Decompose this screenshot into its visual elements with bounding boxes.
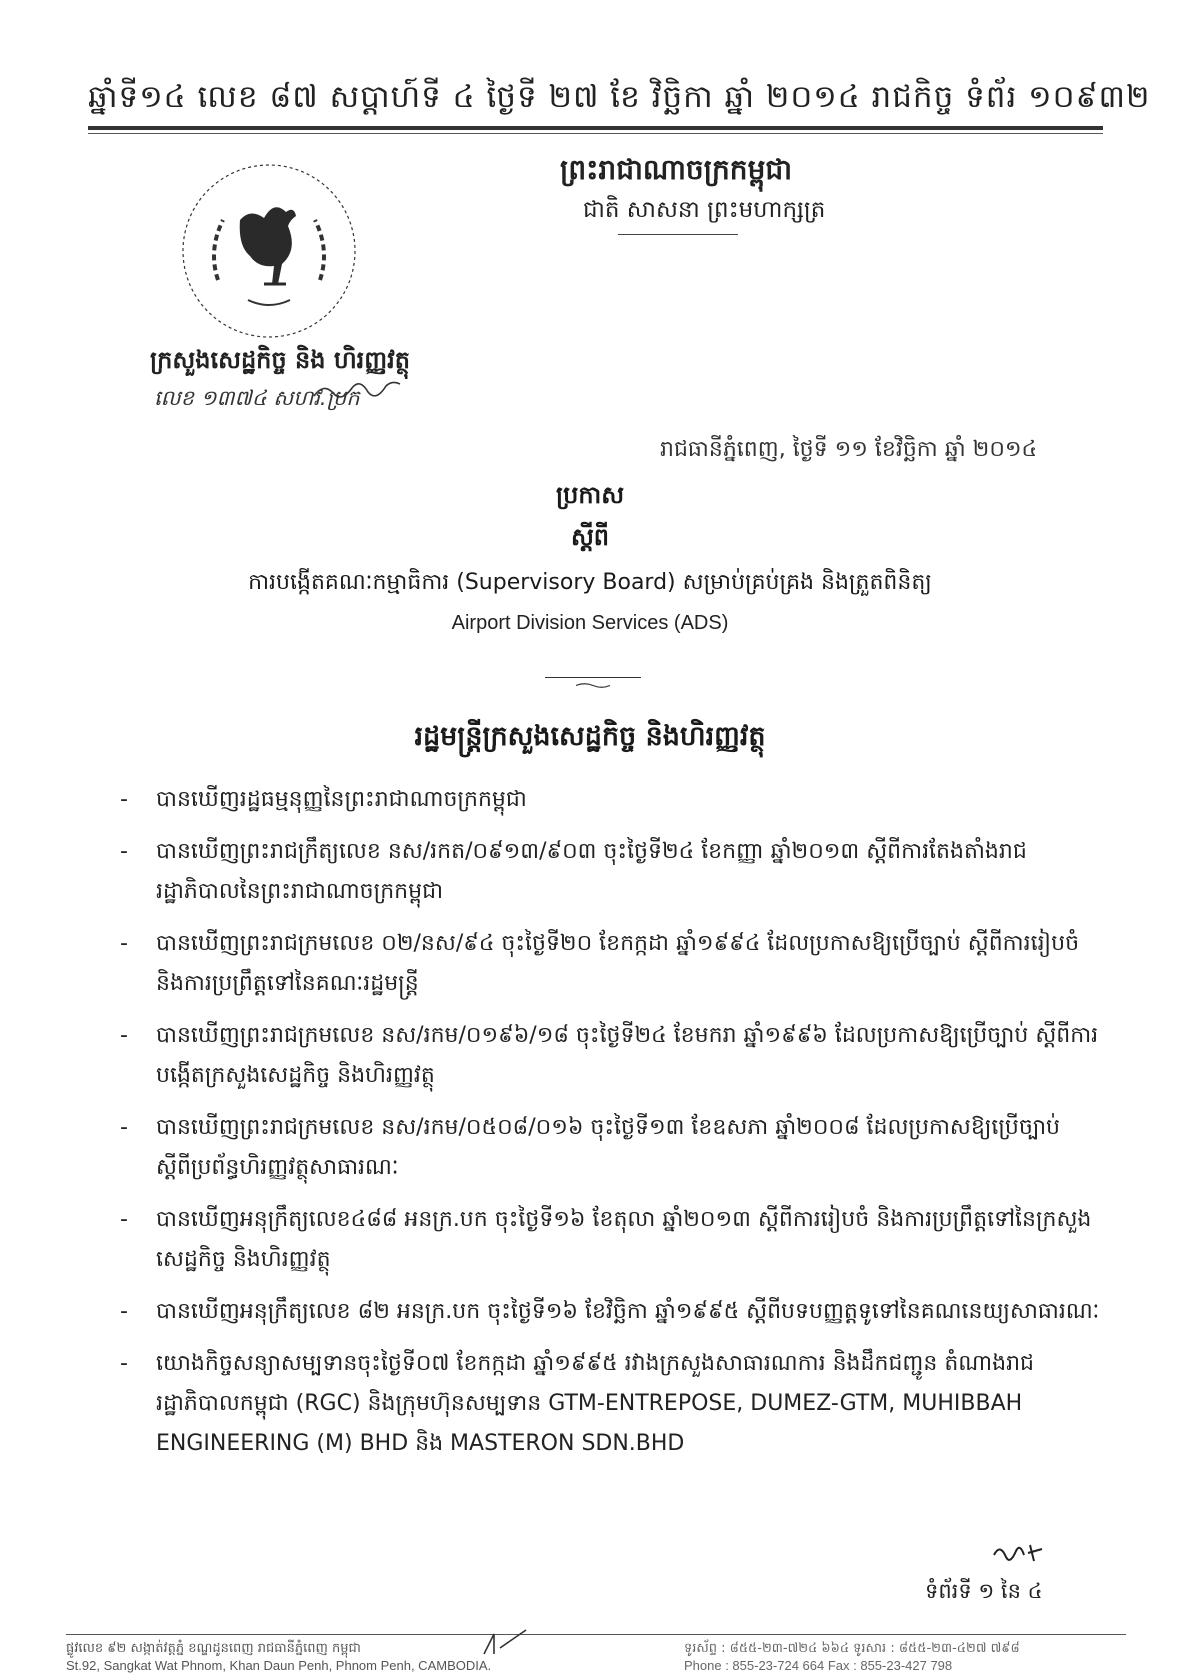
- kingdom-title: ព្រះរាជាណាចក្រកម្ពុជា: [560, 153, 793, 186]
- handwritten-reference-scribble: [312, 376, 402, 410]
- list-item-text: បានឃើញព្រះរាជក្រមលេខ នស/រកម/០១៩៦/១៨ ចុះថ្ងៃទី២៤ ខែមករា ឆ្នាំ១៩៩៦ ដែលប្រកាសឱ្យប្រើច្បាប់ ស្តីពីការបង្កើតក្រសួងសេដ្ឋកិច្ច និងហិរញ្ញវត្ថុ: [156, 1023, 1099, 1088]
- footer-phone-khmer: ទូរស័ព្ទ : ៨៥៥-២៣-៧២៤ ៦៦៤ ទូរសារ : ៨៥៥-២៣-៤២៧ ៧៩៨: [684, 1641, 1020, 1656]
- list-item-text: បានឃើញអនុក្រឹត្យលេខ៤៨៨ អនក្រ.បក ចុះថ្ងៃទី១៦ ខែតុលា ឆ្នាំ២០១៣ ស្តីពីការរៀបចំ និងការប្រព្រឹត្តទៅនៃក្រសួងសេដ្ឋកិច្ច និងហិរញ្ញវត្ថុ: [156, 1207, 1092, 1272]
- list-item: - យោងកិច្ចសន្យាសម្បទានចុះថ្ងៃទី០៧ ខែកក្កដា ឆ្នាំ១៩៩៥ រវាងក្រសួងសាធារណការ និងដឹកជញ្ជូន តំណាងរាជរដ្ឋាភិបាលកម្ពុជា (RGC) និងក្រុមហ៊ុនសម្បទាន GTM-ENTREPOSE, DUMEZ-GTM, MUHIBBAH ENGINEERING (M) BHD និង MASTERON SDN.BHD: [120, 1344, 1100, 1464]
- list-item: - បានឃើញអនុក្រឹត្យលេខ ៨២ អនក្រ.បក ចុះថ្ងៃទី១៦ ខែវិច្ឆិកា ឆ្នាំ១៩៩៥ ស្តីពីបទបញ្ញត្តទូទៅនៃគណនេយ្យសាធារណៈ: [120, 1292, 1100, 1332]
- list-item: - បានឃើញព្រះរាជក្រមលេខ ០២/នស/៩៤ ចុះថ្ងៃទី២០ ខែកក្កដា ឆ្នាំ១៩៩៤ ដែលប្រកាសឱ្យប្រើច្បាប់ ស្តីពីការរៀបចំ និងការប្រព្រឹត្តទៅនៃគណៈរដ្ឋមន្ត្រី: [120, 924, 1100, 1004]
- list-item: - បានឃើញព្រះរាជក្រមលេខ នស/រកម/០៥០៨/០១៦ ចុះថ្ងៃទី១៣ ខែឧសភា ឆ្នាំ២០០៨ ដែលប្រកាសឱ្យប្រើច្បាប់ ស្តីពីប្រព័ន្ធហិរញ្ញវត្ថុសាធារណៈ: [120, 1108, 1100, 1188]
- footer-address-khmer: ផ្លូវលេខ ៩២ សង្កាត់វត្តភ្នំ ខណ្ឌដូនពេញ រាជធានីភ្នំពេញ កម្ពុជា: [66, 1641, 361, 1656]
- date-line: រាជធានីភ្នំពេញ, ថ្ងៃទី ១១ ខែវិច្ឆិកា ឆ្នាំ ២០១៤: [660, 437, 1038, 462]
- considerations-list: [120, 780, 1100, 1476]
- national-motto: ជាតិ សាសនា ព្រះមហាក្សត្រ: [583, 197, 826, 223]
- list-item: - បានឃើញរដ្ឋធម្មនុញ្ញនៃព្រះរាជាណាចក្រកម្ពុជា: [120, 780, 1100, 820]
- page-number: ទំព័រទី ១ នៃ ៤: [925, 1579, 1043, 1603]
- list-item-text: បានឃើញព្រះរាជក្រមលេខ ០២/នស/៩៤ ចុះថ្ងៃទី២០ ខែកក្កដា ឆ្នាំ១៩៩៤ ដែលប្រកាសឱ្យប្រើច្បាប់ ស្តីពីការរៀបចំ និងការប្រព្រឹត្តទៅនៃគណៈរដ្ឋមន្ត្រី: [156, 931, 1080, 996]
- document-subject-english: Airport Division Services (ADS): [451, 612, 729, 634]
- motto-divider: [618, 234, 738, 235]
- ornamental-divider-knot: [576, 674, 610, 681]
- footer-contacts: [684, 1640, 1020, 1674]
- list-item: - បានឃើញព្រះរាជក្រឹត្យលេខ នស/រកត/០៩១៣/៩០៣ ចុះថ្ងៃទី២៤ ខែកញ្ញា ឆ្នាំ២០១៣ ស្តីពីការតែងតាំងរាជរដ្ឋាភិបាលនៃព្រះរាជាណាចក្រកម្ពុជា: [120, 832, 1100, 912]
- list-item-text: យោងកិច្ចសន្យាសម្បទានចុះថ្ងៃទី០៧ ខែកក្កដា ឆ្នាំ១៩៩៥ រវាងក្រសួងសាធារណការ និងដឹកជញ្ជូន តំណាងរាជរដ្ឋាភិបាលកម្ពុជា (RGC) និងក្រុមហ៊ុនសម្បទាន GTM-ENTREPOSE, DUMEZ-GTM, MUHIBBAH ENGINEERING (M) BHD និង MASTERON SDN.BHD: [156, 1351, 1035, 1456]
- issuer-heading: រដ្ឋមន្ត្រីក្រសួងសេដ្ឋកិច្ច និងហិរញ្ញវត្ថុ: [414, 721, 766, 752]
- reference-number: លេខ ១៣៧៤ សហវ.ប្រក: [154, 386, 360, 410]
- rooster-seal-icon: [178, 160, 360, 342]
- list-item: - បានឃើញព្រះរាជក្រមលេខ នស/រកម/០១៩៦/១៨ ចុះថ្ងៃទី២៤ ខែមករា ឆ្នាំ១៩៩៦ ដែលប្រកាសឱ្យប្រើច្បាប់ ស្តីពីការបង្កើតក្រសួងសេដ្ឋកិច្ច និងហិរញ្ញវត្ថុ: [120, 1016, 1100, 1096]
- list-item-text: បានឃើញព្រះរាជក្រមលេខ នស/រកម/០៥០៨/០១៦ ចុះថ្ងៃទី១៣ ខែឧសភា ឆ្នាំ២០០៨ ដែលប្រកាសឱ្យប្រើច្បាប់ ស្តីពីប្រព័ន្ធហិរញ្ញវត្ថុសាធារណៈ: [156, 1115, 1061, 1180]
- list-item-text: បានឃើញព្រះរាជក្រឹត្យលេខ នស/រកត/០៩១៣/៩០៣ ចុះថ្ងៃទី២៤ ខែកញ្ញា ឆ្នាំ២០១៣ ស្តីពីការតែងតាំងរាជរដ្ឋាភិបាលនៃព្រះរាជាណាចក្រកម្ពុជា: [156, 839, 1027, 904]
- document-subject: ការបង្កើតគណៈកម្មាធិការ (Supervisory Board) សម្រាប់គ្រប់គ្រង និងត្រួតពិនិត្យ: [248, 570, 932, 595]
- footer-phone-english: Phone : 855-23-724 664 Fax : 855-23-427 798: [684, 1658, 953, 1673]
- footer-address-english: St.92, Sangkat Wat Phnom, Khan Daun Penh, Phnom Penh, CAMBODIA.: [66, 1658, 492, 1673]
- ministry-name: ក្រសួងសេដ្ឋកិច្ច និង ហិរញ្ញវត្ថុ: [150, 346, 410, 374]
- header-rule-thick: [88, 126, 1103, 130]
- document-about: ស្តីពី: [570, 523, 610, 551]
- list-item: - បានឃើញអនុក្រឹត្យលេខ៤៨៨ អនក្រ.បក ចុះថ្ងៃទី១៦ ខែតុលា ឆ្នាំ២០១៣ ស្តីពីការរៀបចំ និងការប្រព្រឹត្តទៅនៃក្រសួងសេដ្ឋកិច្ច និងហិរញ្ញវត្ថុ: [120, 1200, 1100, 1280]
- footer-address: [66, 1640, 491, 1674]
- footer-rule: [66, 1634, 1126, 1635]
- list-item-text: បានឃើញអនុក្រឹត្យលេខ ៨២ អនក្រ.បក ចុះថ្ងៃទី១៦ ខែវិច្ឆិកា ឆ្នាំ១៩៩៥ ស្តីពីបទបញ្ញត្តទូទៅនៃគណនេយ្យសាធារណៈ: [156, 1299, 1100, 1324]
- footer-scribble: [480, 1628, 530, 1662]
- document-type: ប្រកាស: [555, 481, 625, 509]
- header-rule-thin: [88, 133, 1103, 134]
- handwritten-initial: [990, 1535, 1050, 1575]
- gazette-header-line: ឆ្នាំទី១៤ លេខ ៨៧ សប្តាហ៍ទី ៤ ថ្ងៃទី ២៧ ខែ វិច្ឆិកា ឆ្នាំ ២០១៤ រាជកិច្ច ទំព័រ ១០៩៣២: [88, 79, 1151, 115]
- list-item-text: បានឃើញរដ្ឋធម្មនុញ្ញនៃព្រះរាជាណាចក្រកម្ពុជា: [156, 787, 527, 812]
